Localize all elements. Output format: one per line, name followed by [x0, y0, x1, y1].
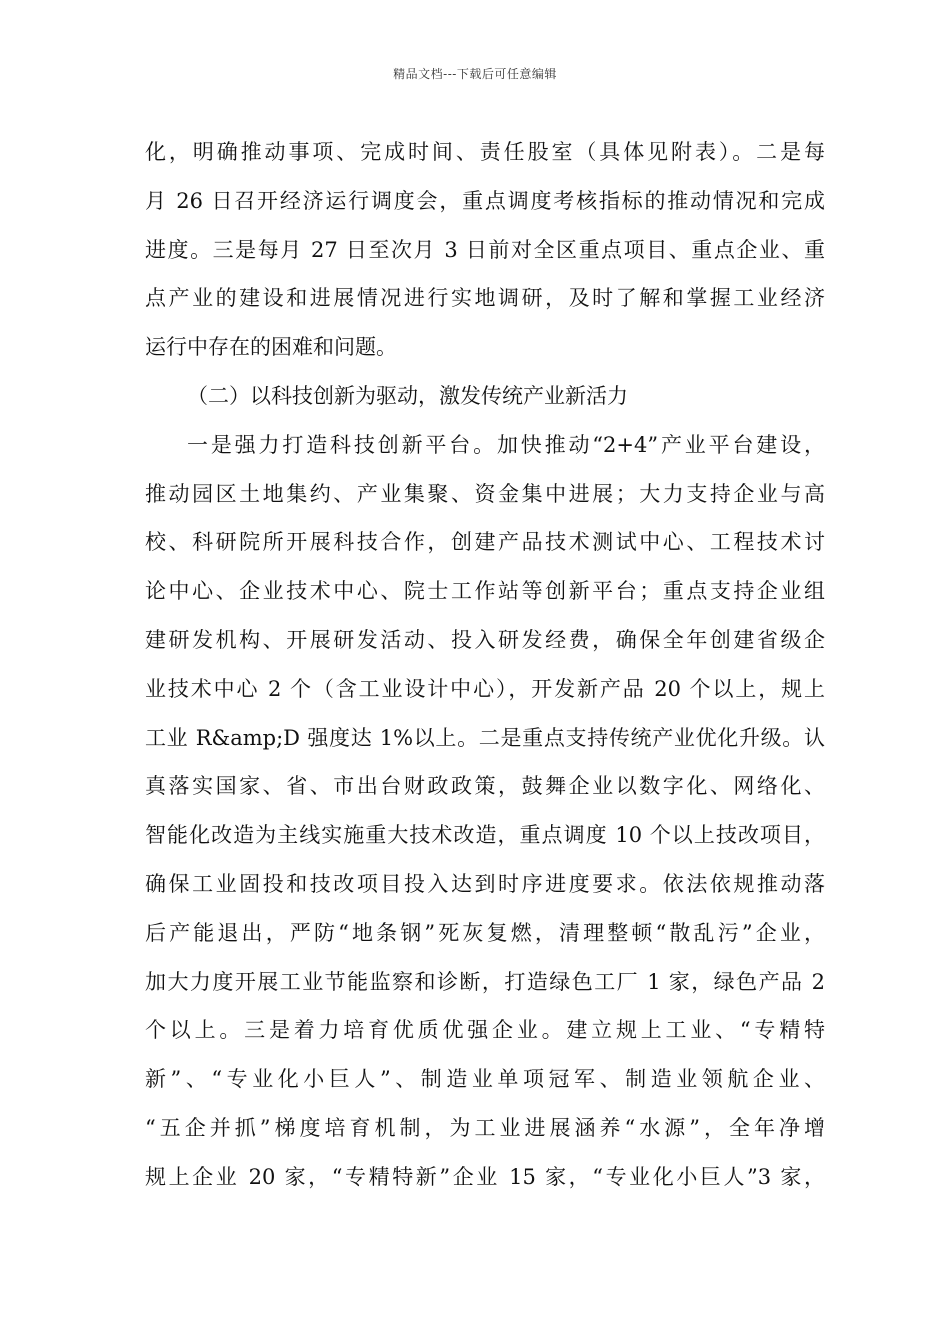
text-line: 确保工业固投和技改项目投入达到时序进度要求。依法依规推动落: [145, 871, 825, 896]
text-line: “五企并抓”梯度培育机制，为工业进展涵养“水源”，全年净增: [145, 1115, 825, 1140]
text-line: 规上企业 20 家，“专精特新”企业 15 家，“专业化小巨人”3 家，: [145, 1164, 825, 1189]
text-line: 业技术中心 2 个（含工业设计中心），开发新产品 20 个以上，规上: [145, 676, 825, 701]
document-body: [145, 128, 825, 1202]
text-line: 工业 R&amp;D 强度达 1%以上。二是重点支持传统产业优化升级。认: [145, 725, 825, 750]
text-line: 智能化改造为主线实施重大技术改造，重点调度 10 个以上技改项目，: [145, 823, 825, 848]
text-line: 月 26 日召开经济运行调度会，重点调度考核指标的推动情况和完成: [145, 188, 825, 213]
text-line: 个以上。三是着力培育优质优强企业。建立规上工业、“专精特: [145, 1018, 825, 1043]
text-line: 论中心、企业技术中心、院士工作站等创新平台；重点支持企业组: [145, 579, 825, 604]
section-heading: （二）以科技创新为驱动，激发传统产业新活力: [187, 383, 628, 408]
text-line: 进度。三是每月 27 日至次月 3 日前对全区重点项目、重点企业、重: [145, 237, 825, 262]
text-line: 点产业的建设和进展情况进行实地调研，及时了解和掌握工业经济: [145, 286, 825, 311]
text-line: 一是强力打造科技创新平台。加快推动“2+4”产业平台建设，: [187, 432, 825, 457]
text-line: 真落实国家、省、市出台财政政策，鼓舞企业以数字化、网络化、: [145, 774, 825, 799]
text-line: 加大力度开展工业节能监察和诊断，打造绿色工厂 1 家，绿色产品 2: [145, 969, 825, 994]
text-line: 校、科研院所开展科技合作，创建产品技术测试中心、工程技术讨: [145, 530, 825, 555]
page-header: 精品文档---下载后可任意编辑: [393, 67, 557, 81]
text-line: 化，明确推动事项、完成时间、责任股室（具体见附表）。二是每: [145, 140, 825, 164]
text-line: 建研发机构、开展研发活动、投入研发经费，确保全年创建省级企: [145, 627, 825, 652]
text-line: 推动园区土地集约、产业集聚、资金集中进展；大力支持企业与高: [145, 481, 825, 506]
text-line: 运行中存在的困难和问题。: [145, 335, 397, 360]
text-line: 新”、“专业化小巨人”、制造业单项冠军、制造业领航企业、: [145, 1067, 825, 1092]
text-line: 后产能退出，严防“地条钢”死灰复燃，清理整顿“散乱污”企业，: [145, 920, 825, 945]
